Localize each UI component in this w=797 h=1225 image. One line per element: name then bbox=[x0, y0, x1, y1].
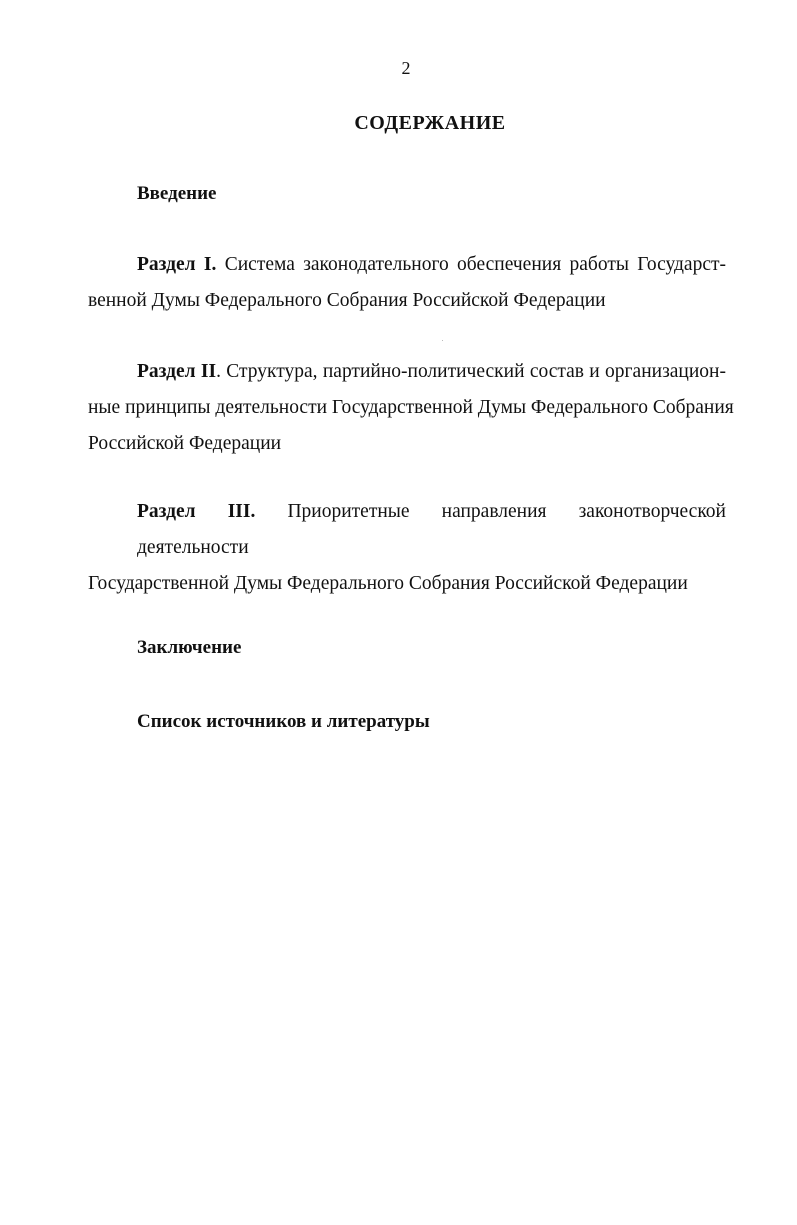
toc-section-2-line-3: Российской Федерации bbox=[88, 433, 282, 454]
toc-item-section-2 bbox=[88, 354, 734, 462]
page-number: 2 bbox=[401, 58, 411, 78]
toc-section-3-first-line bbox=[88, 494, 726, 566]
toc-section-1-first-line bbox=[88, 247, 726, 283]
toc-item-section-3 bbox=[88, 494, 726, 602]
toc-section-3-title-start: Приоритетные направления законотворческой деятельности bbox=[137, 501, 726, 558]
toc-section-2-label: Раздел II bbox=[137, 361, 217, 382]
toc-item-conclusion: Заключение bbox=[137, 637, 242, 658]
toc-section-1-label: Раздел I. bbox=[137, 254, 217, 275]
toc-section-2-title-start: . Структура, партийно-политический состав и организацион- bbox=[216, 361, 726, 382]
toc-item-introduction: Введение bbox=[137, 183, 217, 204]
toc-section-3-label: Раздел III. bbox=[137, 501, 256, 522]
toc-section-2-line-2: ные принципы деятельности Государственной Думы Федерального Собрания bbox=[88, 397, 734, 418]
toc-item-section-1 bbox=[88, 247, 726, 319]
page-title: СОДЕРЖАНИЕ bbox=[354, 112, 506, 134]
toc-section-3-line-2: Государственной Думы Федерального Собрания Российской Федерации bbox=[88, 573, 688, 594]
scan-speck bbox=[442, 340, 443, 341]
toc-section-1-title-start: Система законодательного обеспечения работы Государст- bbox=[224, 254, 726, 275]
toc-item-sources: Список источников и литературы bbox=[137, 711, 430, 732]
toc-section-1-line-2: венной Думы Федерального Собрания Российской Федерации bbox=[88, 290, 606, 311]
toc-section-2-first-line bbox=[88, 354, 726, 390]
